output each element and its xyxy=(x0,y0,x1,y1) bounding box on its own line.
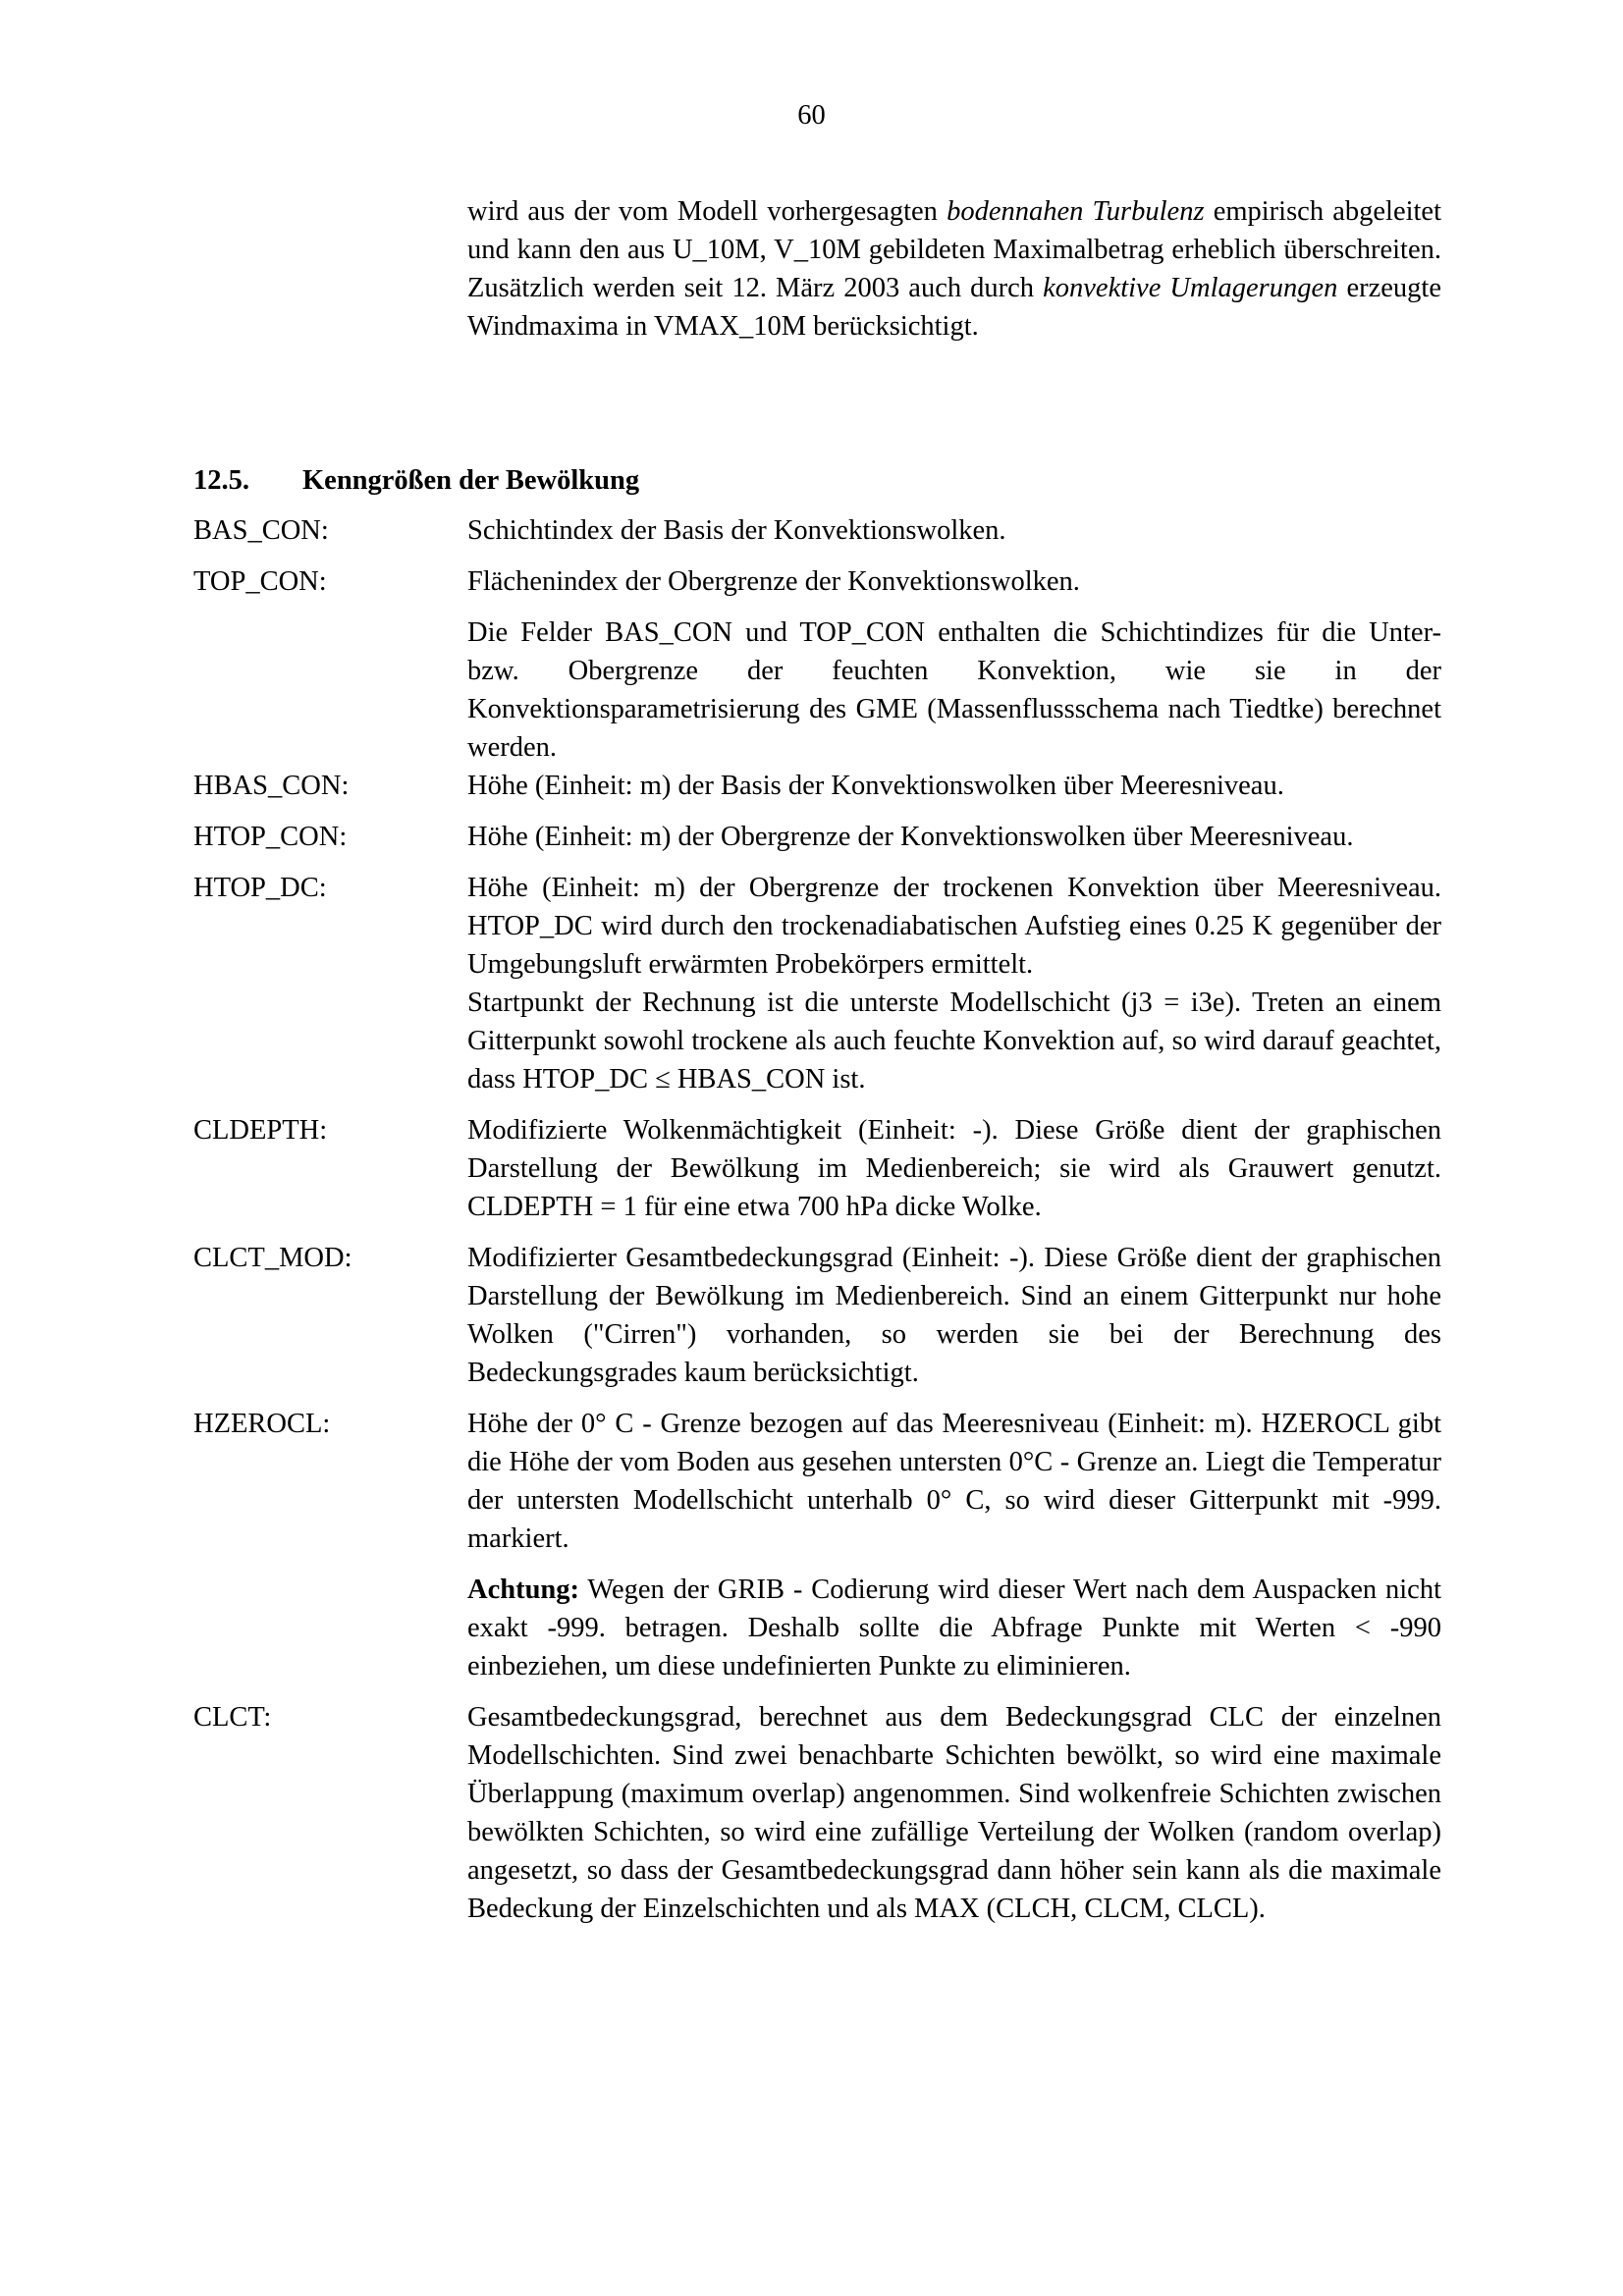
definition-description: Modifizierte Wolkenmächtigkeit (Einheit: -). Diese Größe dient der graphischen Darstellung der Bewölkung im Medienbereich; sie wird als Grauwert genutzt. CLDEPTH = 1 für eine etwa 700 hPa dicke Wolke. xyxy=(467,1115,1441,1222)
definition-entry xyxy=(193,511,1441,550)
section-heading xyxy=(193,461,639,500)
definition-entry xyxy=(193,818,1441,856)
definition-term: CLCT_MOD: xyxy=(193,1243,352,1273)
definition-term: HTOP_DC: xyxy=(193,873,327,903)
definition-term: HTOP_CON: xyxy=(193,822,348,852)
definition-description: Modifizierter Gesamtbedeckungsgrad (Einheit: -). Diese Größe dient der graphischen Darstellung der Bewölkung im Medienbereich. Sind an einem Gitterpunkt nur hohe Wolken ("Cirren") vorhanden, so werden sie bei der Berechnung des Bedeckungsgrades kaum berücksichtigt. xyxy=(467,1243,1441,1388)
definition-description: Höhe (Einheit: m) der Obergrenze der trockenen Konvektion über Meeresniveau. HTOP_DC wird durch den trockenadiabatischen Aufstieg eines 0.25 K gegenüber der Umgebungsluft erwärmten Probekörpers ermittelt. Startpunkt der Rechnung ist die unterste Modellschicht (j3 = i3e). Treten an einem Gitterpunkt sowohl trockene als auch feuchte Konvektion auf, so wird darauf geachtet, dass HTOP_DC ≤ HBAS_CON ist. xyxy=(467,873,1441,1095)
definition-entry xyxy=(193,562,1441,767)
definition-term: HBAS_CON: xyxy=(193,771,350,801)
definition-description: Höhe der 0° C - Grenze bezogen auf das Meeresniveau (Einheit: m). HZEROCL gibt die Höhe der vom Boden aus gesehen untersten 0°C - Grenze an. Liegt die Temperatur der untersten Modellschicht unterhalb 0° C, so wird dieser Gitterpunkt mit -999. markiert. Achtung: Wegen der GRIB - Codierung wird dieser Wert nach dem Auspacken nicht exakt -999. betragen. Deshalb sollte die Abfrage Punkte mit Werten < -990 einbeziehen, um diese undefinierten Punkte zu eliminieren. xyxy=(467,1409,1441,1682)
definition-description: Höhe (Einheit: m) der Basis der Konvektionswolken über Meeresniveau. xyxy=(467,771,1284,801)
section-number: 12.5. xyxy=(193,465,249,496)
definition-term: BAS_CON: xyxy=(193,515,329,546)
definition-term: HZEROCL: xyxy=(193,1409,331,1439)
definition-term: CLCT: xyxy=(193,1702,272,1733)
definition-entry xyxy=(193,1405,1441,1685)
intro-paragraph: wird aus der vom Modell vorhergesagten bodennahen Turbulenz empirisch abgeleitet und kann den aus U_10M, V_10M gebildeten Maximalbetrag erheblich überschreiten. Zusätzlich werden seit 12. März 2003 auch durch konvektive Umlagerungen erzeugte Windmaxima in VMAX_10M berücksichtigt. xyxy=(467,196,1441,342)
definition-term: TOP_CON: xyxy=(193,566,327,597)
definition-entry xyxy=(193,767,1441,805)
definition-list xyxy=(193,511,1441,1941)
emphasis-text: bodennahen Turbulenz xyxy=(947,196,1205,227)
definition-description: Schichtindex der Basis der Konvektionswolken. xyxy=(467,515,1006,546)
definition-entry xyxy=(193,1111,1441,1226)
emphasis-text: konvektive Umlagerungen xyxy=(1043,273,1338,303)
warning-label: Achtung: xyxy=(467,1575,580,1605)
definition-term: CLDEPTH: xyxy=(193,1115,328,1146)
definition-entry xyxy=(193,869,1441,1098)
definition-description: Gesamtbedeckungsgrad, berechnet aus dem Bedeckungsgrad CLC der einzelnen Modellschichten. Sind zwei benachbarte Schichten bewölkt, so wird eine maximale Überlappung (maximum overlap) angenommen. Sind wolkenfreie Schichten zwischen bewölkten Schichten, so wird eine zufällige Verteilung der Wolken (random overlap) angesetzt, so dass der Gesamtbedeckungsgrad dann höher sein kann als die maximale Bedeckung der Einzelschichten und als MAX (CLCH, CLCM, CLCL). xyxy=(467,1702,1441,1924)
definition-entry xyxy=(193,1698,1441,1928)
definition-description: Höhe (Einheit: m) der Obergrenze der Konvektionswolken über Meeresniveau. xyxy=(467,822,1354,852)
definition-entry xyxy=(193,1239,1441,1392)
section-title: Kenngrößen der Bewölkung xyxy=(302,465,640,496)
definition-description: Flächenindex der Obergrenze der Konvektionswolken. Die Felder BAS_CON und TOP_CON enthalten die Schichtindizes für die Unter- bzw. Obergrenze der feuchten Konvektion, wie sie in der Konvektionsparametrisierung des GME (Massenflussschema nach Tiedtke) berechnet werden. xyxy=(467,566,1441,763)
page-number: 60 xyxy=(797,100,826,131)
